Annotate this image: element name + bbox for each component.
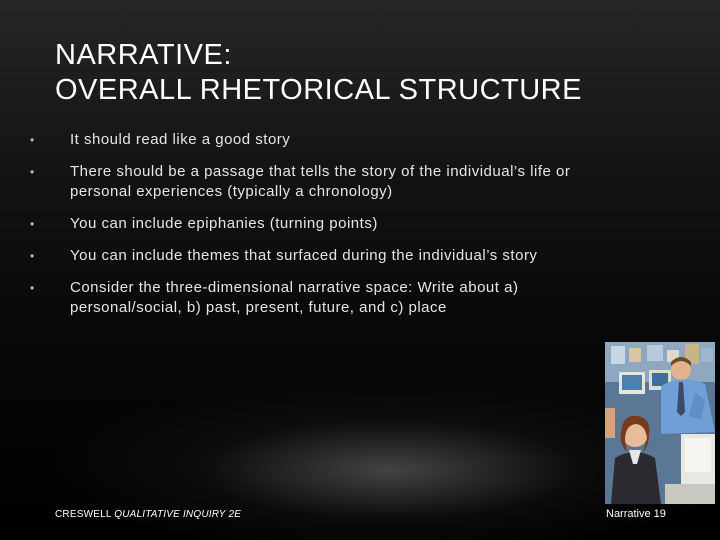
bullet-dot-icon: • (30, 165, 35, 179)
bullet-item (30, 162, 630, 202)
bullet-item (30, 246, 630, 266)
bullet-list (30, 130, 630, 330)
bullet-dot-icon: • (30, 133, 35, 147)
title-line-2: OVERALL RHETORICAL STRUCTURE (55, 74, 582, 106)
bullet-dot-icon: • (30, 249, 35, 263)
bullet-text: It should read like a good story (70, 131, 291, 148)
footer-book-title: QUALITATIVE INQUIRY 2E (114, 509, 242, 520)
classroom-photo (605, 342, 715, 504)
slide-number: Narrative 19 (606, 508, 666, 520)
bullet-text: Consider the three-dimensional narrative space: Write about a) personal/social, b) past, present, future, and c) place (70, 279, 519, 316)
footer-author: CRESWELL (55, 509, 112, 520)
bullet-text: You can include epiphanies (turning points) (70, 215, 378, 232)
bullet-text: You can include themes that surfaced during the individual’s story (70, 247, 538, 264)
bullet-text: There should be a passage that tells the story of the individual’s life or personal experiences (typically a chronology) (70, 163, 571, 200)
bullet-item (30, 130, 630, 150)
bullet-item (30, 214, 630, 234)
classroom-photo-illustration (605, 342, 715, 504)
bullet-dot-icon: • (30, 217, 35, 231)
footer-citation (55, 509, 241, 520)
bullet-dot-icon: • (30, 281, 35, 295)
slide-title (55, 38, 582, 108)
bullet-item (30, 278, 630, 318)
title-line-1: NARRATIVE: (55, 39, 232, 71)
